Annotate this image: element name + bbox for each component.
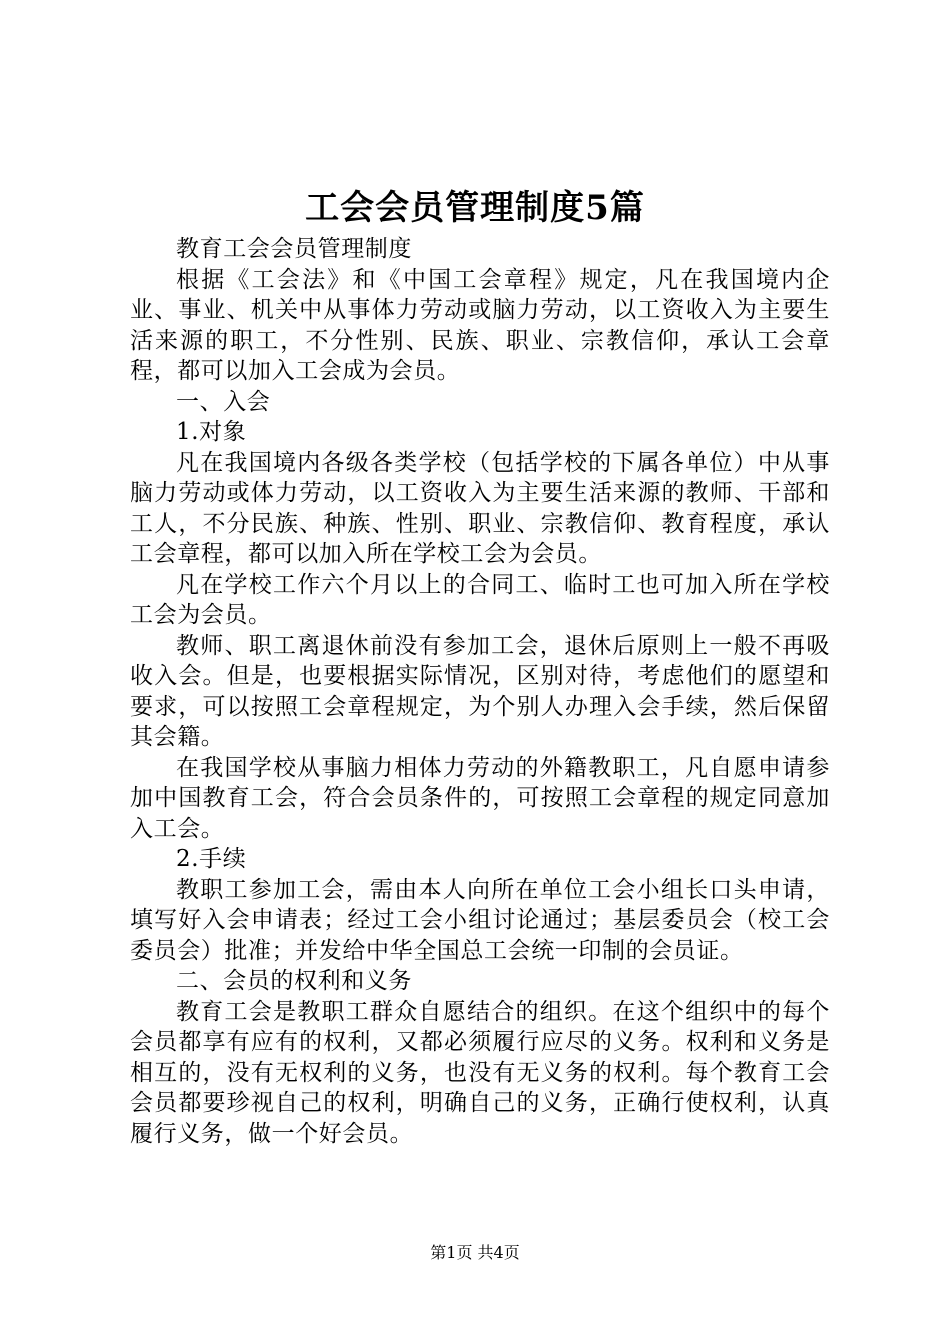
paragraph-subtitle: 教育工会会员管理制度 bbox=[176, 236, 412, 262]
paragraph-intro: 根据《工会法》和《中国工会章程》规定，凡在我国境内企业、事业、机关中从事体力劳动或脑力劳动，以工资收入为主要生活来源的职工，不分性别、民族、职业、宗教信仰，承认工会章程，都可以加入工会成为会员。 bbox=[130, 266, 830, 384]
section-heading-membership: 一、入会 bbox=[176, 388, 271, 415]
subsection-heading-targets: 1.对象 bbox=[176, 419, 247, 445]
paragraph-targets: 凡在我国境内各级各类学校（包括学校的下属各单位）中从事脑力劳动或体力劳动，以工资收入为主要生活来源的教师、干部和工人，不分民族、种族、性别、职业、宗教信仰、教育程度，承认工会章程，都可以加入所在学校工会为会员。 bbox=[130, 449, 830, 567]
paragraph-rights-duties: 教育工会是教职工群众自愿结合的组织。在这个组织中的每个会员都享有应有的权利，又都必须履行应尽的义务。权利和义务是相互的，没有无权利的义务，也没有无义务的权利。每个教育工会会员都要珍视自己的权利，明确自己的义务，正确行使权利，认真履行义务，做一个好会员。 bbox=[130, 998, 830, 1147]
document-body bbox=[130, 234, 830, 1149]
document-title: 工会会员管理制度5篇 bbox=[305, 188, 645, 228]
paragraph-contract-workers: 凡在学校工作六个月以上的合同工、临时工也可加入所在学校工会为会员。 bbox=[130, 571, 830, 628]
subsection-heading-procedure: 2.手续 bbox=[176, 846, 247, 872]
paragraph-foreign-staff: 在我国学校从事脑力相体力劳动的外籍教职工，凡自愿申请参加中国教育工会，符合会员条件的，可按照工会章程的规定同意加入工会。 bbox=[130, 754, 830, 842]
page-footer: 第1页 共4页 bbox=[430, 1243, 520, 1262]
paragraph-procedure: 教职工参加工会，需由本人向所在单位工会小组长口头申请，填写好入会申请表；经过工会小组讨论通过；基层委员会（校工会委员会）批准；并发给中华全国总工会统一印制的会员证。 bbox=[130, 876, 830, 964]
section-heading-rights-duties: 二、会员的权利和义务 bbox=[176, 968, 412, 994]
paragraph-retirees: 教师、职工离退休前没有参加工会，退休后原则上一般不再吸收入会。但是，也要根据实际情况，区别对待，考虑他们的愿望和要求，可以按照工会章程规定，为个别人办理入会手续，然后保留其会籍。 bbox=[130, 632, 830, 750]
